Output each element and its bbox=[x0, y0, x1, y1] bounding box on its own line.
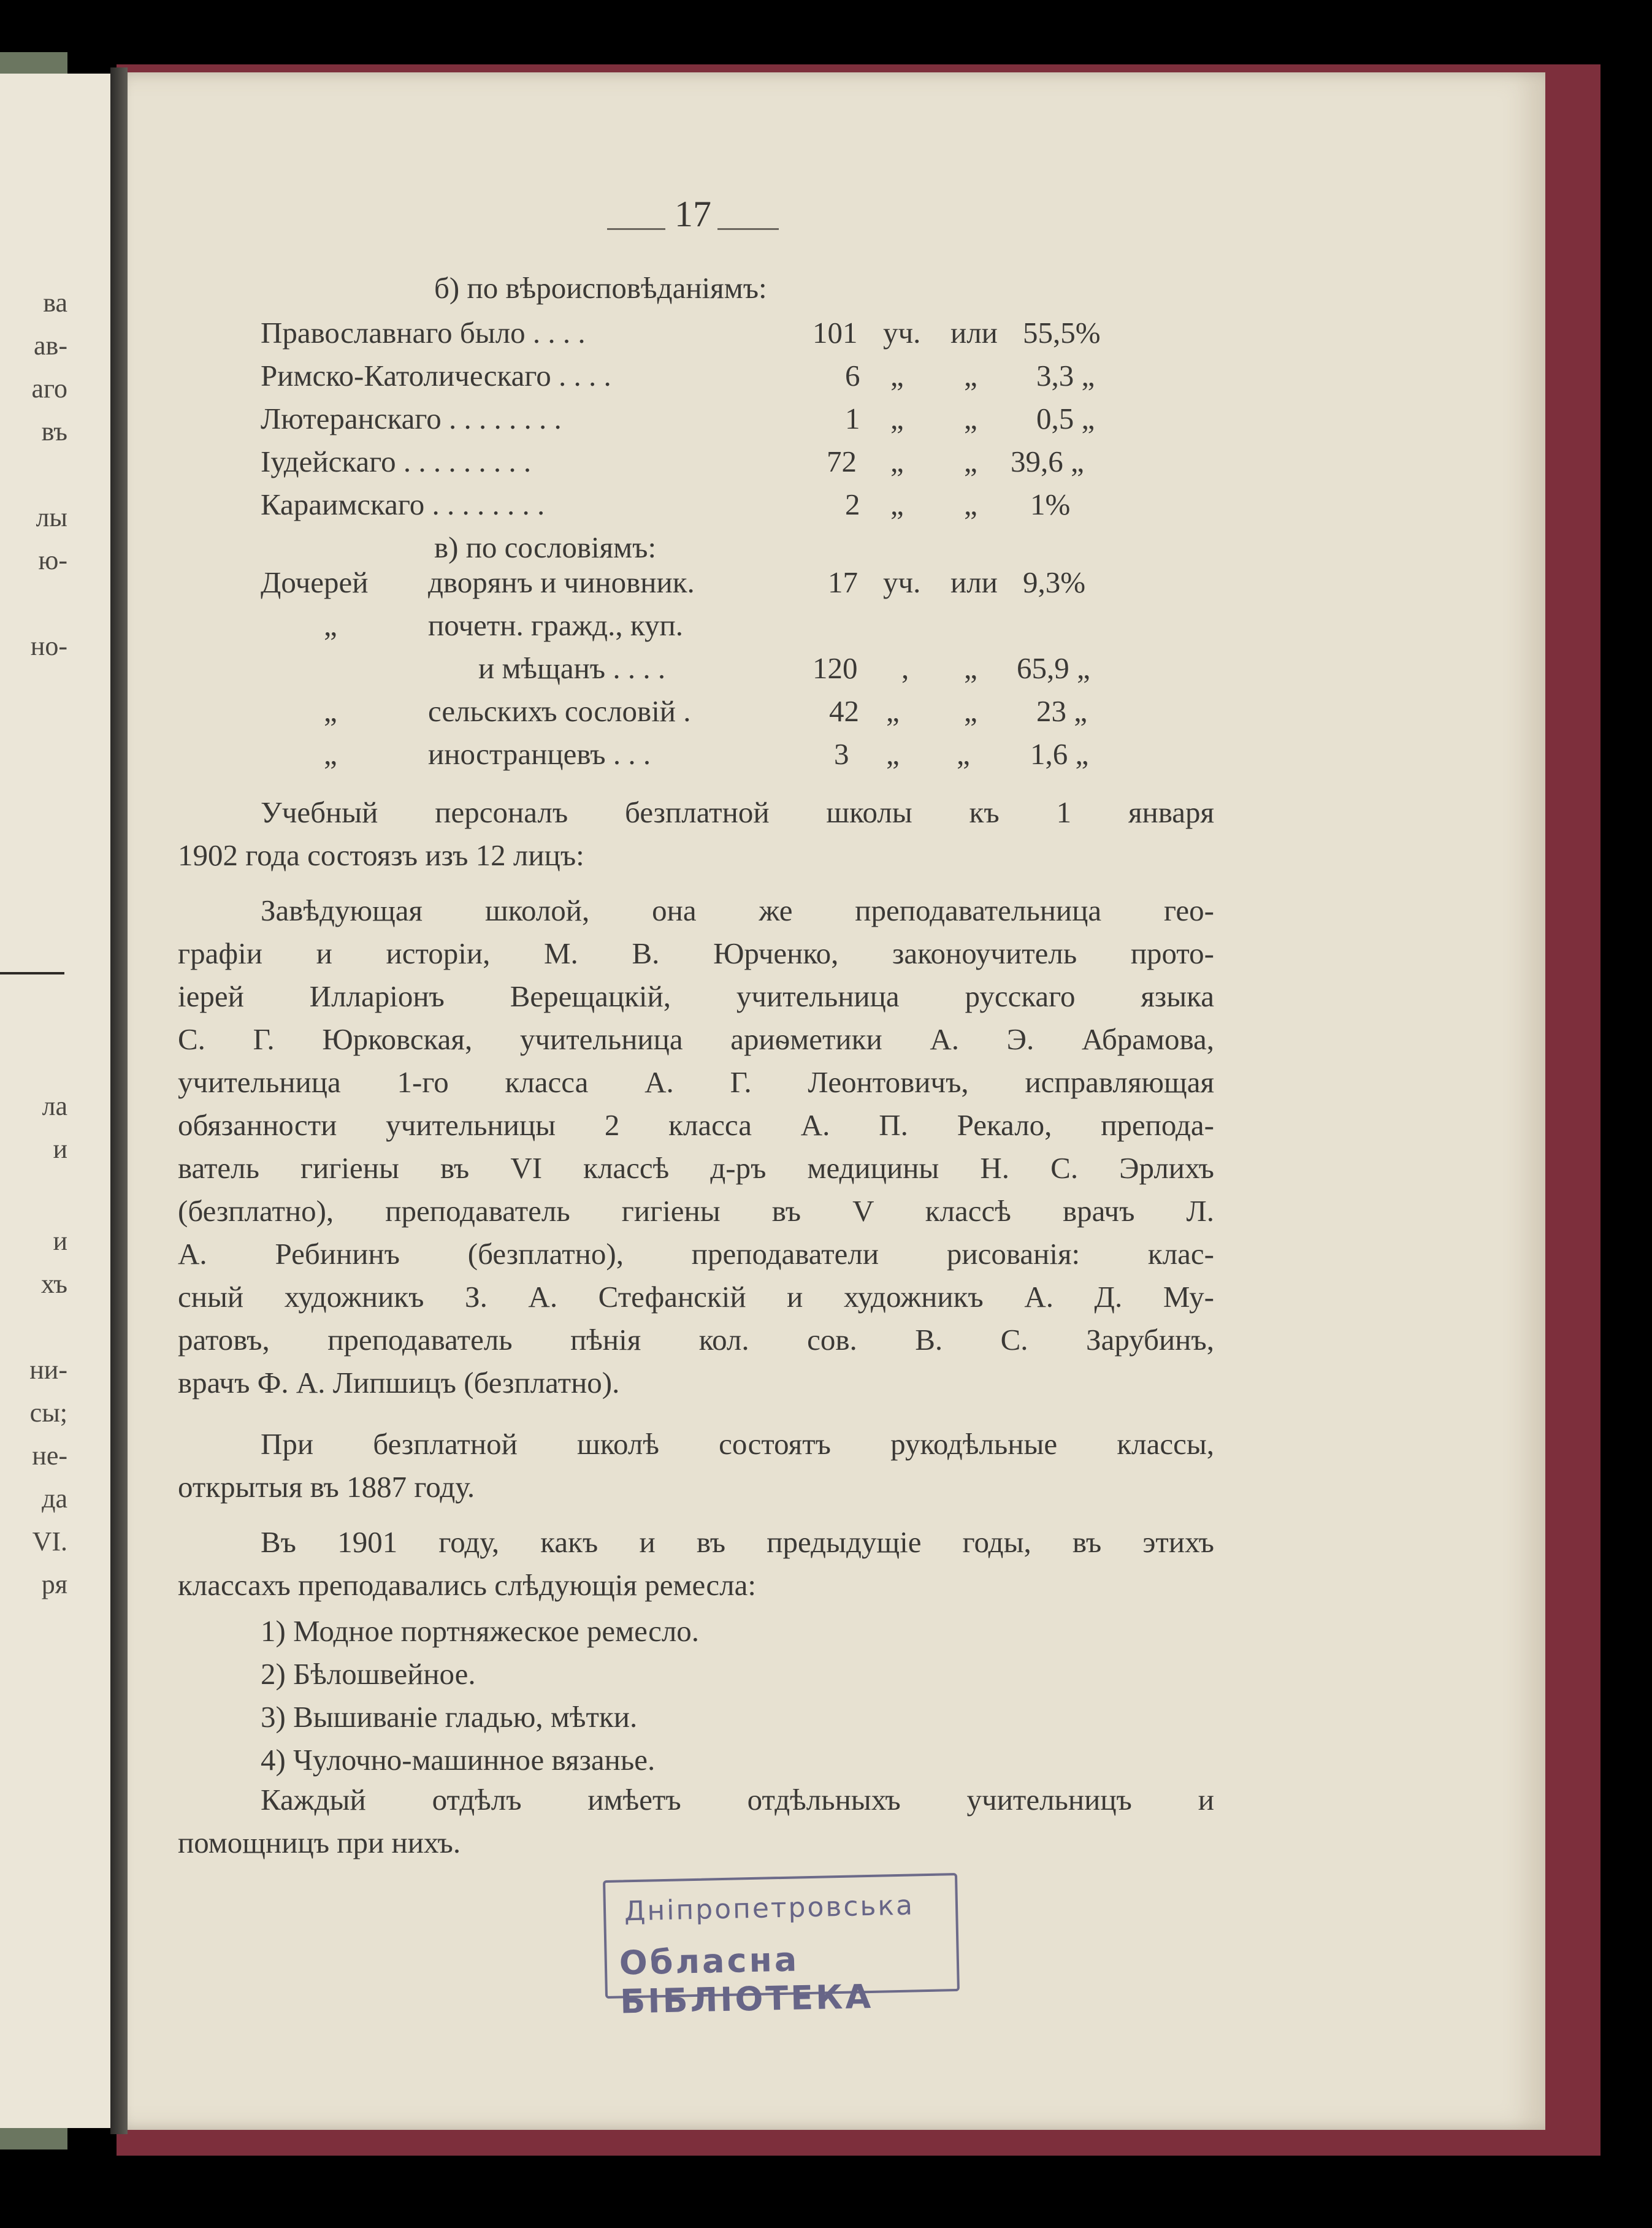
table-count: 6 bbox=[845, 359, 860, 392]
page-number-rule bbox=[607, 228, 665, 230]
section-heading-estate: в) по сословіямъ: bbox=[434, 530, 657, 564]
table-label: иностранцевъ . . . bbox=[428, 737, 651, 771]
left-page-fragment: въ bbox=[41, 416, 67, 446]
table-unit: уч. bbox=[883, 565, 921, 599]
list-item: 1) Модное портняжеское ремесло. bbox=[261, 1614, 700, 1648]
left-page-fragment: хъ bbox=[40, 1269, 67, 1299]
table-ili: „ bbox=[964, 651, 977, 685]
left-page-fragment: ав- bbox=[34, 331, 67, 361]
table-unit: уч. bbox=[883, 316, 921, 350]
left-page-fragment: VI. bbox=[32, 1526, 67, 1556]
paragraph-line: А. Ребининъ (безплатно), преподаватели рисованія: клас- bbox=[178, 1237, 1214, 1271]
library-stamp bbox=[603, 1873, 960, 2021]
table-prefix: „ bbox=[324, 608, 337, 642]
table-prefix: „ bbox=[324, 737, 337, 771]
paragraph-line: Въ 1901 году, какъ и въ предыдущіе годы, въ этихъ bbox=[261, 1525, 1214, 1559]
list-item: 3) Вышиваніе гладью, мѣтки. bbox=[261, 1700, 638, 1734]
left-page-fragment: ла bbox=[42, 1091, 67, 1121]
paragraph-line: (безплатно), преподаватель гигіены въ V классѣ врачъ Л. bbox=[178, 1194, 1214, 1228]
left-page-fragment: ря bbox=[41, 1569, 67, 1599]
page-number-rule bbox=[717, 228, 779, 230]
spine-shadow bbox=[110, 67, 128, 2134]
table-count: 1 bbox=[845, 402, 860, 435]
paragraph-line: ватель гигіены въ VI классѣ д-ръ медицины Н. С. Эрлихъ bbox=[178, 1151, 1214, 1185]
stamp-line: Дніпропетровська bbox=[624, 1889, 915, 1927]
left-page-fragment: аго bbox=[31, 373, 67, 404]
table-ili: „ bbox=[964, 445, 977, 478]
paragraph-line: сный художникъ З. А. Стефанскій и художникъ А. Д. Му- bbox=[178, 1280, 1214, 1314]
paragraph-line: учительница 1-го класса А. Г. Леонтовичъ, исправляющая bbox=[178, 1065, 1214, 1099]
table-percent: 23 „ bbox=[1036, 694, 1087, 728]
table-unit: „ bbox=[886, 737, 900, 771]
paragraph-line: іерей Илларіонъ Верещацкій, учительница русскаго языка bbox=[178, 979, 1214, 1013]
page-number: 17 bbox=[675, 194, 711, 234]
left-page-fragment: и bbox=[53, 1226, 67, 1256]
table-label: Православнаго было . . . . bbox=[261, 316, 586, 350]
table-count: 101 bbox=[813, 316, 858, 350]
table-ili: „ bbox=[957, 737, 970, 771]
table-label: Іудейскаго . . . . . . . . . bbox=[261, 445, 532, 478]
table-percent: 1% bbox=[1030, 488, 1071, 521]
table-label: сельскихъ сословій . bbox=[428, 694, 691, 728]
table-count: 2 bbox=[845, 488, 860, 521]
table-label: Караимскаго . . . . . . . . bbox=[261, 488, 545, 521]
table-unit: „ bbox=[886, 694, 900, 728]
paragraph-staff-intro bbox=[178, 791, 1214, 877]
table-label: Лютеранскаго . . . . . . . . bbox=[261, 402, 562, 435]
table-ili: „ bbox=[964, 402, 977, 435]
table-percent: 0,5 „ bbox=[1036, 402, 1095, 435]
left-page-fragment: ни- bbox=[29, 1355, 67, 1385]
paragraph-line: 1902 года состоязъ изъ 12 лицъ: bbox=[178, 838, 584, 872]
table-count: 17 bbox=[828, 565, 858, 599]
left-page-fragment: и bbox=[53, 1134, 67, 1164]
table-percent: 1,6 „ bbox=[1030, 737, 1089, 771]
table-label: Римско-Католическаго . . . . bbox=[261, 359, 611, 392]
table-percent: 3,3 „ bbox=[1036, 359, 1095, 392]
table-unit: „ bbox=[890, 402, 904, 435]
table-ili: или bbox=[950, 565, 998, 599]
table-ili: или bbox=[950, 316, 998, 350]
stamp-line: Обласна БІБЛІОТЕКА bbox=[619, 1940, 874, 2021]
left-page-fragment: да bbox=[42, 1483, 67, 1514]
table-count: 3 bbox=[834, 737, 849, 771]
table-percent: 39,6 „ bbox=[1011, 445, 1084, 478]
paragraph-line: При безплатной школѣ состоятъ рукодѣльные классы, bbox=[261, 1427, 1214, 1461]
section-heading-religion: б) по вѣроисповѣданіямъ: bbox=[434, 271, 767, 305]
paragraph-line: ратовъ, преподаватель пѣнія кол. сов. В. С. Зарубинъ, bbox=[178, 1323, 1214, 1357]
paragraph-crafts-intro bbox=[178, 1521, 1214, 1607]
table-ili: „ bbox=[964, 359, 977, 392]
table-percent: 65,9 „ bbox=[1017, 651, 1090, 685]
table-prefix: „ bbox=[324, 694, 337, 728]
list-item: 2) Бѣлошвейное. bbox=[261, 1657, 476, 1691]
paragraph-staff-list bbox=[178, 889, 1214, 1404]
left-page-rule bbox=[0, 972, 64, 974]
table-percent: 9,3% bbox=[1023, 565, 1086, 599]
left-page-fragment: ю- bbox=[38, 545, 67, 575]
paragraph-line: графіи и исторіи, М. В. Юрченко, законоучитель прото- bbox=[178, 936, 1214, 970]
table-ili: „ bbox=[964, 694, 977, 728]
paragraph-line: обязанности учительницы 2 класса А. П. Рекало, препода- bbox=[178, 1108, 1214, 1142]
paragraph-line: помощницъ при нихъ. bbox=[178, 1826, 461, 1859]
table-unit: „ bbox=[890, 445, 904, 478]
table-prefix: Дочерей bbox=[261, 565, 369, 599]
table-label: дворянъ и чиновник. bbox=[428, 565, 695, 599]
paragraph-line: врачъ Ф. А. Липшицъ (безплатно). bbox=[178, 1366, 620, 1399]
table-count: 120 bbox=[813, 651, 858, 685]
table-count: 42 bbox=[829, 694, 859, 728]
paragraph-needlework-classes bbox=[178, 1423, 1214, 1509]
table-label: и мѣщанъ . . . . bbox=[478, 651, 666, 685]
paragraph-line: Учебный персоналъ безплатной школы къ 1 января bbox=[261, 795, 1214, 829]
paragraph-line: Завѣдующая школой, она же преподавательница гео- bbox=[261, 894, 1214, 927]
table-label: почетн. гражд., куп. bbox=[428, 608, 683, 642]
left-page-fragment: лы bbox=[36, 502, 67, 532]
paragraph-line: классахъ преподавались слѣдующія ремесла: bbox=[178, 1568, 756, 1602]
left-page-fragment: но- bbox=[30, 631, 67, 661]
table-unit: „ bbox=[890, 488, 904, 521]
table-unit: „ bbox=[890, 359, 904, 392]
table-ili: „ bbox=[964, 488, 977, 521]
paragraph-departments bbox=[178, 1778, 1214, 1864]
table-unit: , bbox=[901, 651, 909, 685]
left-page-fragment: не- bbox=[32, 1441, 67, 1471]
left-page-fragment: сы; bbox=[29, 1398, 67, 1428]
paragraph-line: открытыя въ 1887 году. bbox=[178, 1470, 475, 1504]
paragraph-line: Каждый отдѣлъ имѣетъ отдѣльныхъ учительницъ и bbox=[261, 1783, 1214, 1816]
table-percent: 55,5% bbox=[1023, 316, 1101, 350]
left-page-fragment: ва bbox=[43, 288, 67, 318]
list-item: 4) Чулочно-машинное вязанье. bbox=[261, 1743, 656, 1777]
table-count: 72 bbox=[827, 445, 857, 478]
paragraph-line: С. Г. Юрковская, учительница ариѳметики А. Э. Абрамова, bbox=[178, 1022, 1214, 1056]
